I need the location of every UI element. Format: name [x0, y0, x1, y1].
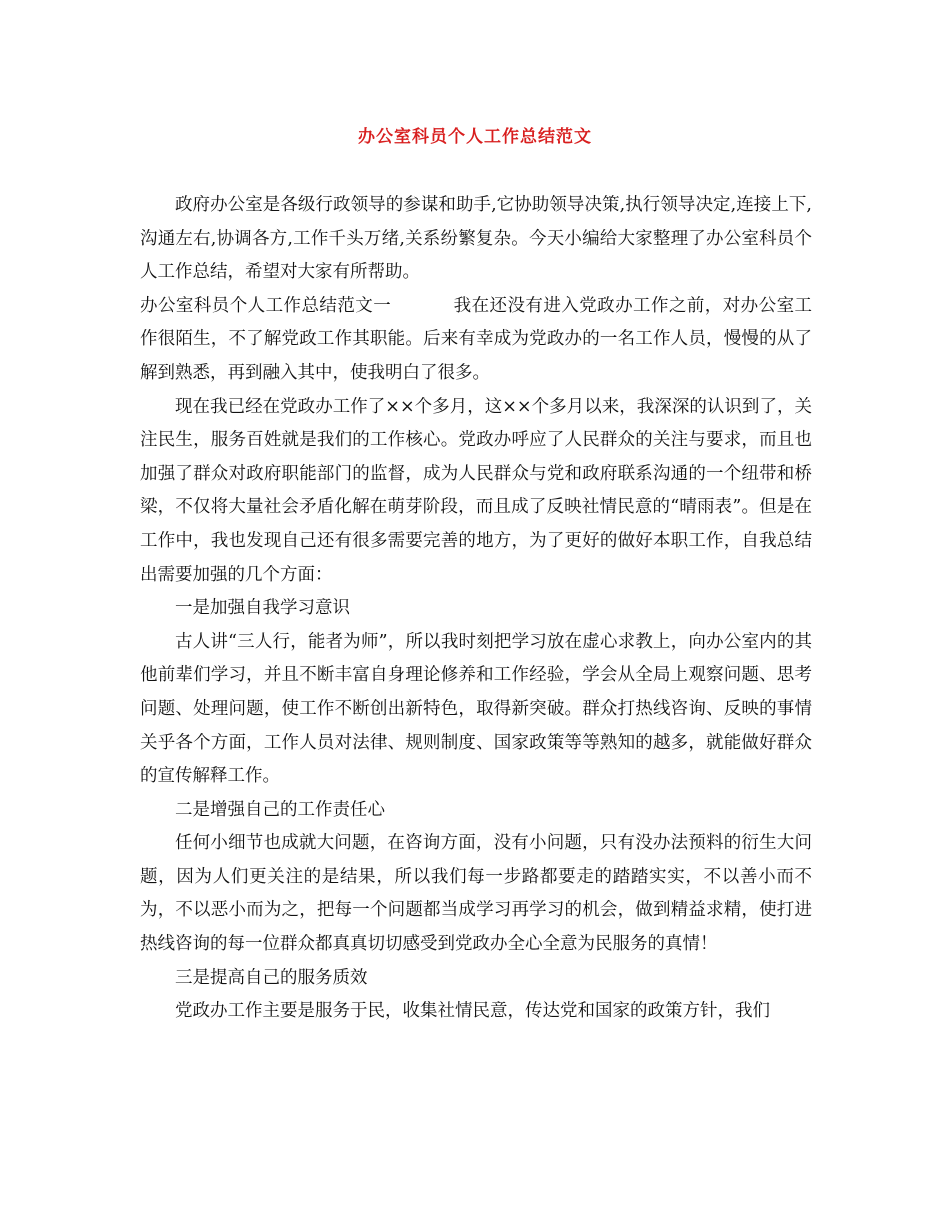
section-one-paragraph — [140, 290, 812, 391]
intro-paragraph: 政府办公室是各级行政领导的参谋和助手,它协助领导决策,执行领导决定,连接上下,沟通左右,协调各方,工作千头万绪,关系纷繁复杂。今天小编给大家整理了办公室科员个人工作总结，希望对大家有所帮助。 — [140, 195, 812, 283]
section-one-text: 我在还没有进入党政办工作之前，对办公室工作很陌生，不了解党政工作其职能。后来有幸成为党政办的一名工作人员，慢慢的从了解到熟悉，再到融入其中，使我明白了很多。 — [140, 295, 813, 383]
document-title: 办公室科员个人工作总结范文 — [358, 127, 592, 147]
paragraph: 现在我已经在党政办工作了××个多月，这××个多月以来，我深深的认识到了，关注民生，服务百姓就是我们的工作核心。党政办呼应了人民群众的关注与要求，而且也加强了群众对政府职能部门的监督，成为人民群众与党和政府联系沟通的一个纽带和桥梁，不仅将大量社会矛盾化解在萌芽阶段，而且成了反映社情民意的“晴雨表”。但是在工作中，我也发现自己还有很多需要完善的地方，为了更好的做好本职工作，自我总结出需要加强的几个方面： — [140, 396, 812, 585]
section-heading: 办公室科员个人工作总结范文一 — [140, 295, 392, 316]
paragraph: 任何小细节也成就大问题，在咨询方面，没有小问题，只有没办法预料的衍生大问题，因为人们更关注的是结果，所以我们每一步路都要走的踏踏实实，不以善小而不为，不以恶小而为之，把每一个问题都当成学习再学习的机会，做到精益求精，使打进热线咨询的每一位群众都真真切切感受到党政办全心全意为民服务的真情！ — [140, 833, 812, 955]
paragraph: 古人讲“三人行，能者为师”，所以我时刻把学习放在虚心求教上，向办公室内的其他前辈们学习，并且不断丰富自身理论修养和工作经验，学会从全局上观察问题、思考问题、处理问题，使工作不断创出新特色，取得新突破。群众打热线咨询、反映的事情关乎各个方面，工作人员对法律、规则制度、国家政策等等熟知的越多，就能做好群众的宣传解释工作。 — [140, 631, 812, 787]
subheading: 二是增强自己的工作责任心 — [175, 799, 385, 820]
subheading: 三是提高自己的服务质效 — [175, 967, 368, 988]
subheading: 一是加强自我学习意识 — [175, 598, 350, 619]
document-body — [140, 189, 812, 1029]
paragraph: 党政办工作主要是服务于民，收集社情民意，传达党和国家的政策方针，我们 — [175, 1001, 770, 1022]
